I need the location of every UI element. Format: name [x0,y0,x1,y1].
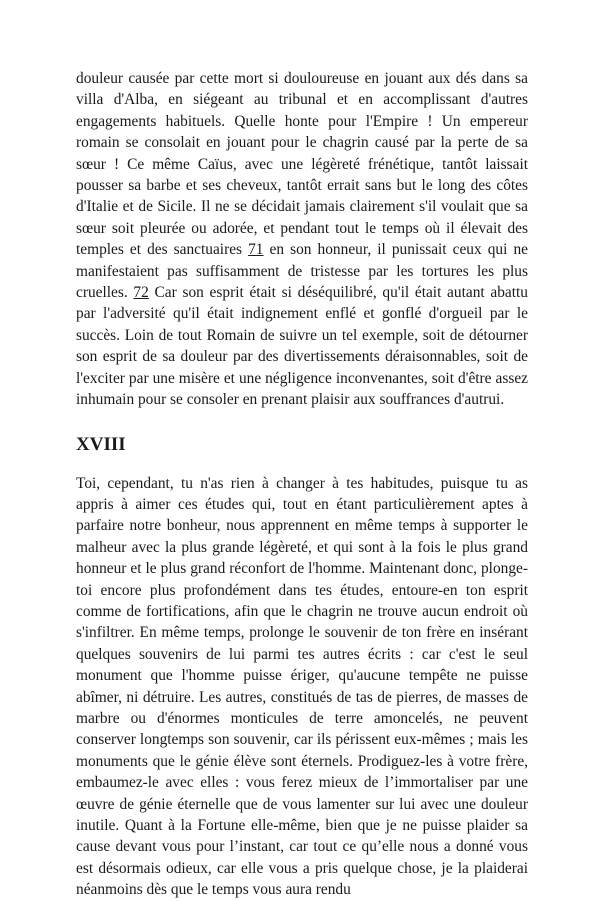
footnote-link-71[interactable]: 71 [248,241,264,259]
paragraph-studies: Toi, cependant, tu n'as rien à changer à tes habitudes, puisque tu as appris à aimer ces études qui, tout en étant particulièrement aptes à parfaire notre bonheur, nous apprennent en même temps à supporter le malheur avec la plus grande légèreté, et qui sont à la fois le plus grand honneur et le plus grand réconfort de l'homme. Maintenant donc, plonge-toi encore plus profondément dans tes études, entoure-en ton esprit comme de fortifications, afin que le chagrin ne trouve aucun endroit où s'infiltrer. En même temps, prolonge le souvenir de ton frère en insérant quelques souvenirs de lui parmi tes autres écrits : car c'est le seul monument que l'homme puisse ériger, qu'aucune tempête ne puisse abîmer, ni détruire. Les autres, constitués de tas de pierres, de masses de marbre ou d'énormes monticules de terre amoncelés, ne peuvent conserver longtemps son souvenir, car ils périssent eux-mêmes ; mais les monuments que le génie élève sont éternels. Prodiguez-les à votre frère, embaumez-le avec elles : vous ferez mieux de l’immortaliser par une œuvre de génie éternelle que de vous lamenter sur lui avec une douleur inutile. Quant à la Fortune elle-même, bien que je ne puisse plaider sa cause devant vous pour l’instant, car tout ce qu’elle nous a donné vous est désormais odieux, car elle vous a pris quelque chose, je la plaiderai néanmoins dès que le temps vous aura rendu [76,474,528,899]
paragraph-text-part1: douleur causée par cette mort si douloureuse en jouant aux dés dans sa villa d'Alba, en siégeant au tribunal et en accomplissant d'autres engagements habituels. Quelle honte pour l'Empire ! Un empereur romain se consolait en jouant pour le chagrin causé par la perte de sa sœur ! Ce même Caïus, avec une légèreté frénétique, tantôt laissait pousser sa barbe et ses cheveux, tantôt errait sans but le long des côtes d'Italie et de Sicile. Il ne se décidait jamais clairement s'il voulait que sa sœur soit pleurée ou adorée, et pendant tout le temps où il élevait des temples et des sanctuaires [76,70,528,259]
section-heading: XVIII [76,433,126,455]
paragraph-caius [76,68,528,411]
footnote-link-72[interactable]: 72 [133,284,149,302]
paragraph-text-part3: Car son esprit était si déséquilibré, qu'il était autant abattu par l'adversité qu'il était indignement enflé et gonflé d'orgueil par le succès. Loin de tout Romain de suivre un tel exemple, soit de détourner son esprit de sa douleur par des divertissements déraisonnables, soit de l'exciter par une misère et une négligence inconvenantes, soit d'être assez inhumain pour se consoler en prenant plaisir aux souffrances d'autrui. [76,284,528,409]
paragraph-text-part2: en son honneur, il punissait ceux qui ne manifestaient pas suffisamment de tristesse par les tortures les plus cruelles. [76,241,528,302]
